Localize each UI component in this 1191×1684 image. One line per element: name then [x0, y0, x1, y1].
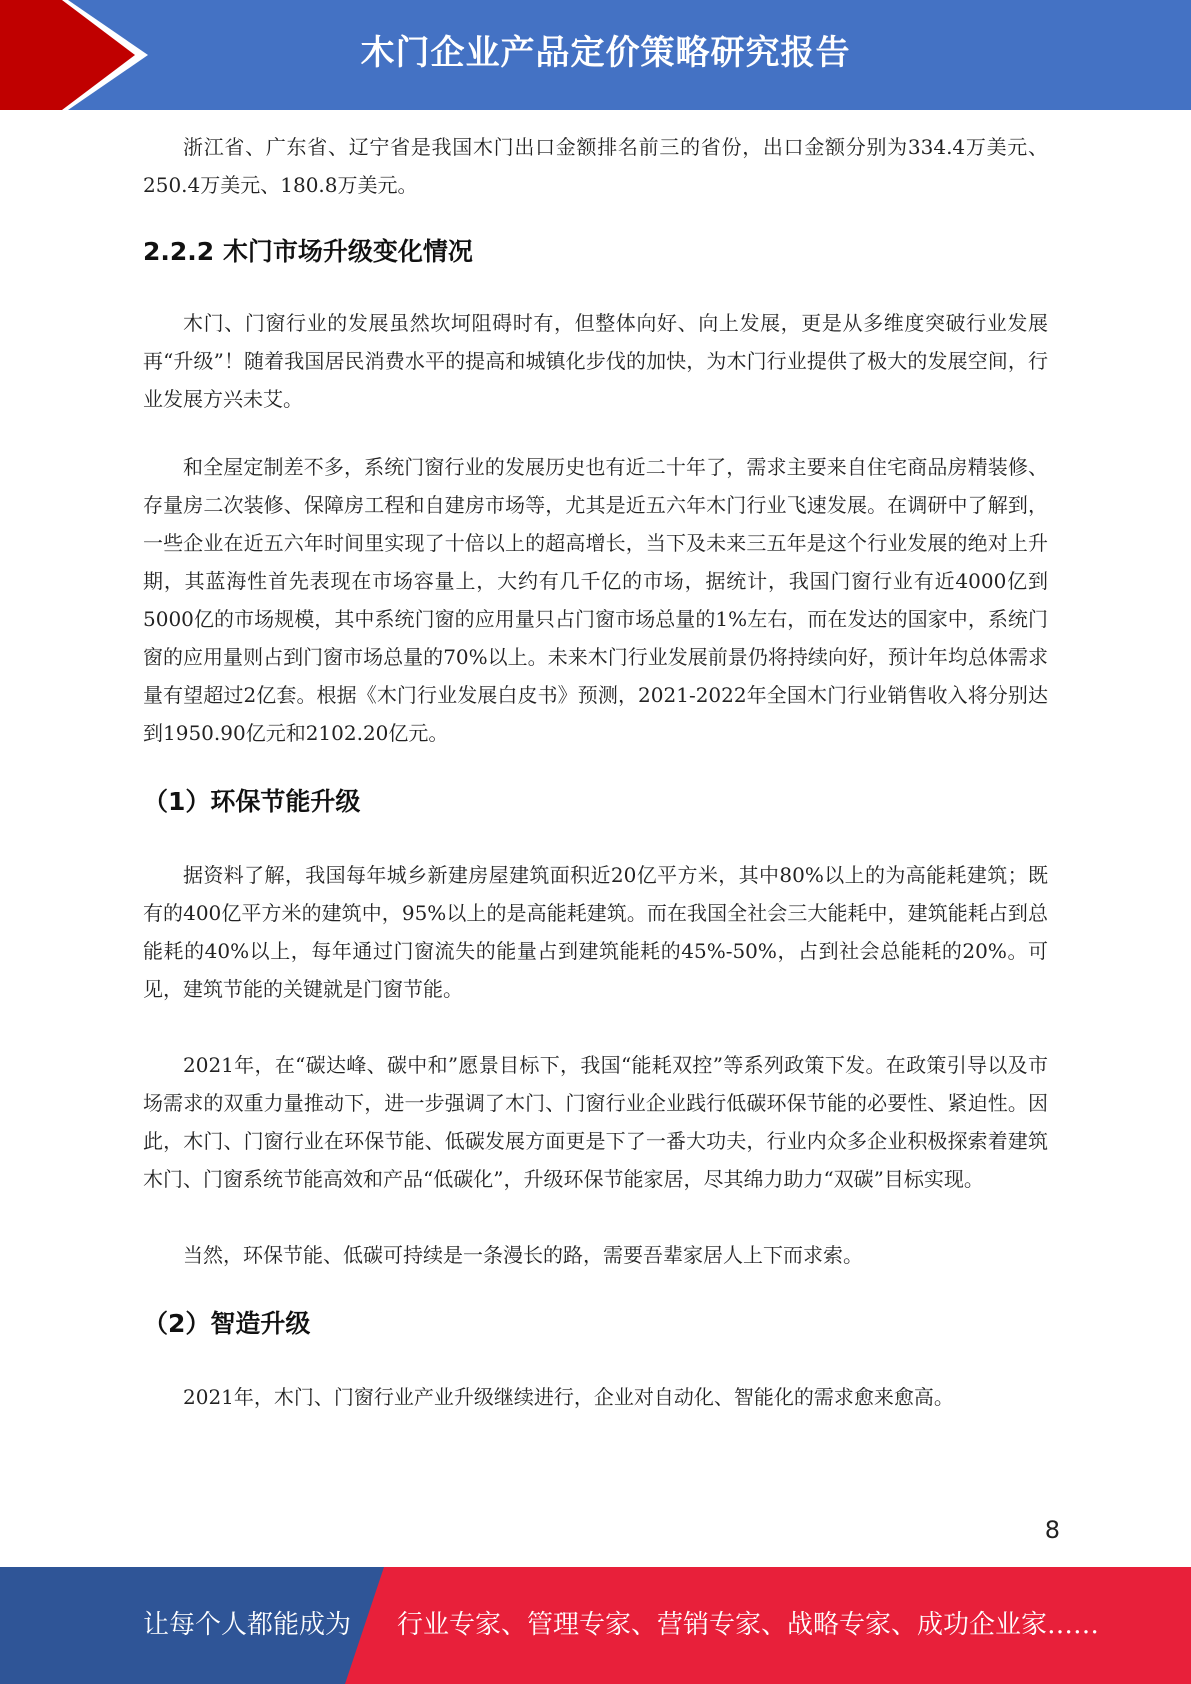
- page-footer: [0, 1567, 1191, 1684]
- page-content: [143, 128, 1048, 1416]
- paragraph-sustainability: 当然，环保节能、低碳可持续是一条漫长的路，需要吾辈家居人上下而求索。: [183, 1243, 863, 1267]
- section-heading-smart-manufacturing: （2）智造升级: [143, 1309, 311, 1338]
- footer-slogan-left: 让每个人都能成为: [143, 1610, 352, 1640]
- paragraph-export-provinces: 浙江省、广东省、辽宁省是我国木门出口金额排名前三的省份，出口金额分别为334.4万美元、250.4万美元、180.8万美元。: [143, 135, 1048, 197]
- page-header: [0, 0, 1191, 110]
- paragraph-system-windows: 和全屋定制差不多，系统门窗行业的发展历史也有近二十年了，需求主要来自住宅商品房精装修、存量房二次装修、保障房工程和自建房市场等，尤其是近五六年木门行业飞速发展。在调研中了解到，一些企业在近五六年时间里实现了十倍以上的超高增长，当下及未来三五年是这个行业发展的绝对上升期，其蓝海性首先表现在市场容量上，大约有几千亿的市场，据统计，我国门窗行业有近4000亿到5000亿的市场规模，其中系统门窗的应用量只占门窗市场总量的1%左右，而在发达的国家中，系统门窗的应用量则占到门窗市场总量的70%以上。未来木门行业发展前景仍将持续向好，预计年均总体需求量有望超过2亿套。根据《木门行业发展白皮书》预测，2021-2022年全国木门行业销售收入将分别达到1950.90亿元和2102.20亿元。: [143, 455, 1048, 745]
- report-title: 木门企业产品定价策略研究报告: [360, 33, 851, 73]
- section-heading-eco-upgrade: （1）环保节能升级: [143, 787, 361, 816]
- paragraph-energy-consumption: 据资料了解，我国每年城乡新建房屋建筑面积近20亿平方米，其中80%以上的为高能耗建筑；既有的400亿平方米的建筑中，95%以上的是高能耗建筑。而在我国全社会三大能耗中，建筑能耗占到总能耗的40%以上，每年通过门窗流失的能量占到建筑能耗的45%-50%，占到社会总能耗的20%。可见，建筑节能的关键就是门窗节能。: [143, 863, 1048, 1001]
- paragraph-industry-development: 木门、门窗行业的发展虽然坎坷阻碍时有，但整体向好、向上发展，更是从多维度突破行业发展再“升级”！随着我国居民消费水平的提高和城镇化步伐的加快，为木门行业提供了极大的发展空间，行业发展方兴未艾。: [143, 311, 1048, 411]
- page-number: 8: [1044, 1516, 1060, 1544]
- paragraph-automation: 2021年，木门、门窗行业产业升级继续进行，企业对自动化、智能化的需求愈来愈高。: [183, 1385, 954, 1409]
- paragraph-carbon-policy: 2021年，在“碳达峰、碳中和”愿景目标下，我国“能耗双控”等系列政策下发。在政策引导以及市场需求的双重力量推动下，进一步强调了木门、门窗行业企业践行低碳环保节能的必要性、紧迫性。因此，木门、门窗行业在环保节能、低碳发展方面更是下了一番大功夫，行业内众多企业积极探索着建筑木门、门窗系统节能高效和产品“低碳化”，升级环保节能家居，尽其绵力助力“双碳”目标实现。: [143, 1053, 1048, 1191]
- footer-slogan-right: 行业专家、管理专家、营销专家、战略专家、成功企业家……: [397, 1610, 1100, 1640]
- section-heading-market-upgrade: 2.2.2 木门市场升级变化情况: [143, 237, 473, 266]
